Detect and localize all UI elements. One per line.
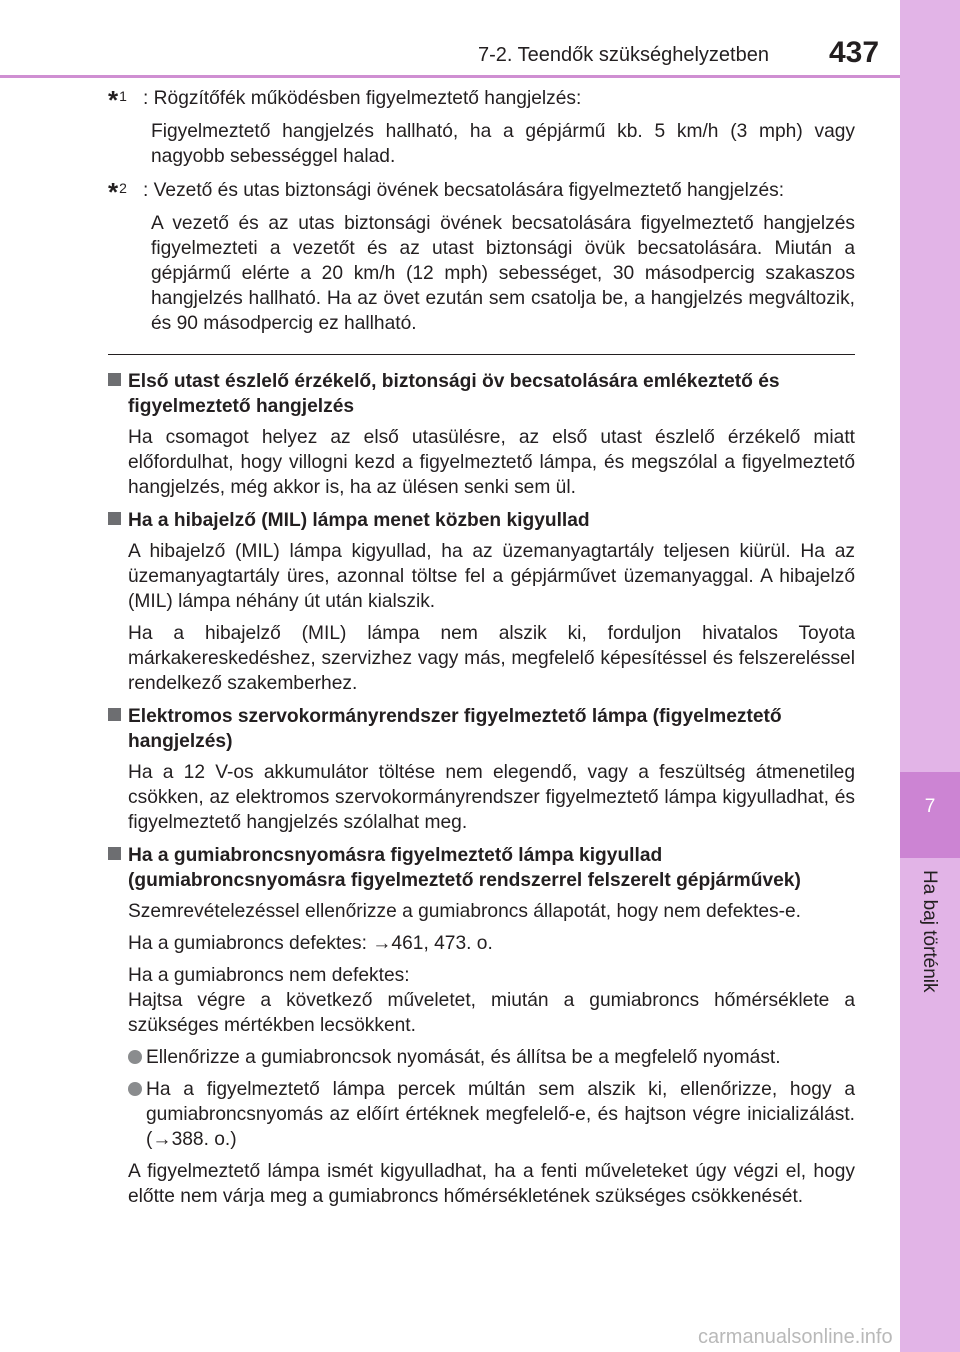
note-2-title: : Vezető és utas biztonsági övének becsatolására figyelmeztető hangjelzés: [143,180,785,201]
note-1-text: Figyelmeztető hangjelzés hallható, ha a gépjármű kb. 5 km/h (3 mph) vagy nagyobb sebességgel halad. [151,121,855,167]
chapter-title: Ha baj történik [919,870,940,993]
section-4-paragraph-3-line-2: Hajtsa végre a következő műveletet, miután a gumiabroncs hőmérséklete a szükséges mértékben lecsökkent. [128,990,855,1036]
section-4-paragraph-3-line-1: Ha a gumiabroncs nem defektes: [128,965,410,986]
bullet-1-text: Ellenőrizze a gumiabroncsok nyomását, és állítsa be a megfelelő nyomást. [146,1047,781,1068]
chapter-side-tab [900,0,960,1352]
section-4-paragraph-4: A figyelmeztető lámpa ismét kigyulladhat, ha a fenti műveleteket úgy végzi el, hogy előtte nem várja meg a gumiabroncs hőmérsékletének szükséges csökkenését. [128,1161,855,1207]
page-content [108,86,855,1216]
square-bullet-icon [108,847,121,860]
section-1-paragraph: Ha csomagot helyez az első utasülésre, az első utast észlelő érzékelő miatt előfordulhat, hogy villogni kezd a figyelmeztető lámpa, és megszólal a figyelmeztető hangjelzés, még akkor is, ha az ülésen senki sem ül. [128,427,855,498]
section-4-paragraph-1: Szemrevételezéssel ellenőrizze a gumiabroncs állapotát, hogy nem defektes-e. [128,901,801,922]
square-bullet-icon [108,373,121,386]
note-2-text: A vezető és az utas biztonsági övének becsatolására figyelmeztető hangjelzés figyelmezteti a vezetőt és az utast biztonsági övük becsatolására. Miután a gépjármű elérte a 20 km/h (12 mph) sebességet, 30 másodpercig szakaszos hangjelzés hallható. Ha az övet ezután sem csatolja be, a hangjelzés megváltozik, és 90 másodpercig ez hallható. [151,213,855,334]
bullet-2-text: Ha a figyelmeztető lámpa percek múltán sem alszik ki, ellenőrizze, hogy a gumiabroncsnyomás az előírt értéknek megfelelő-e, és hajtson végre inicializálást. (→388. o.) [146,1079,855,1150]
section-4-paragraph-3 [128,963,855,1038]
round-bullet-icon [128,1082,142,1096]
section-4-heading: Ha a gumiabroncsnyomásra figyelmeztető lámpa kigyullad (gumiabroncsnyomásra figyelmeztető rendszerrel felszerelt gépjárművek) [108,843,855,893]
section-3-paragraph: Ha a 12 V-os akkumulátor töltése nem elegendő, vagy a feszültség átmenetileg csökken, az elektromos szervokormányrendszer figyelmeztető lámpa kigyulladhat, és figyelmeztető hangjelzés szólalhat meg. [128,762,855,833]
header-divider [0,75,900,78]
asterisk-icon: *$^2$ [108,177,127,207]
section-3-heading: Elektromos szervokormányrendszer figyelmeztető lámpa (figyelmeztető hangjelzés) [108,704,855,754]
note-1-title-line [108,85,855,115]
round-bullet-icon [128,1050,142,1064]
section-4-paragraph-2: Ha a gumiabroncs defektes: →461, 473. o. [128,933,493,954]
chapter-number: 7 [924,796,936,817]
note-2-number: 2 [119,180,127,196]
note-1-title: : Rögzítőfék működésben figyelmeztető hangjelzés: [143,88,582,109]
square-bullet-icon [108,512,121,525]
section-2-paragraph-1: A hibajelző (MIL) lámpa kigyullad, ha az üzemanyagtartály teljesen kiürül. Ha az üzemanyagtartály üres, azonnal töltse fel a gépjárművet üzemanyaggal. A hibajelző (MIL) lámpa néhány út után kialszik. [128,541,855,612]
square-bullet-icon [108,708,121,721]
section-title: 7-2. Teendők szükséghelyzetben [478,44,769,66]
note-1-number: 1 [119,88,127,104]
asterisk-icon: *$^1$ [108,85,127,115]
section-2-paragraph-2: Ha a hibajelző (MIL) lámpa nem alszik ki, forduljon hivatalos Toyota márkakereskedéshez, szervizhez vagy más, megfelelő képesítéssel és felszereléssel rendelkező szakemberhez. [128,623,855,694]
page-number: 437 [829,36,880,69]
section-1-heading: Első utast észlelő érzékelő, biztonsági öv becsatolására emlékeztető és figyelmeztető hangjelzés [108,369,855,419]
section-divider [108,354,855,355]
list-item [128,1045,855,1070]
section-2-heading: Ha a hibajelző (MIL) lámpa menet közben kigyullad [108,508,855,533]
note-2-title-line [108,177,855,207]
chapter-number-box [900,772,960,858]
watermark: carmanualsonline.info [698,1326,893,1348]
list-item [128,1077,855,1152]
